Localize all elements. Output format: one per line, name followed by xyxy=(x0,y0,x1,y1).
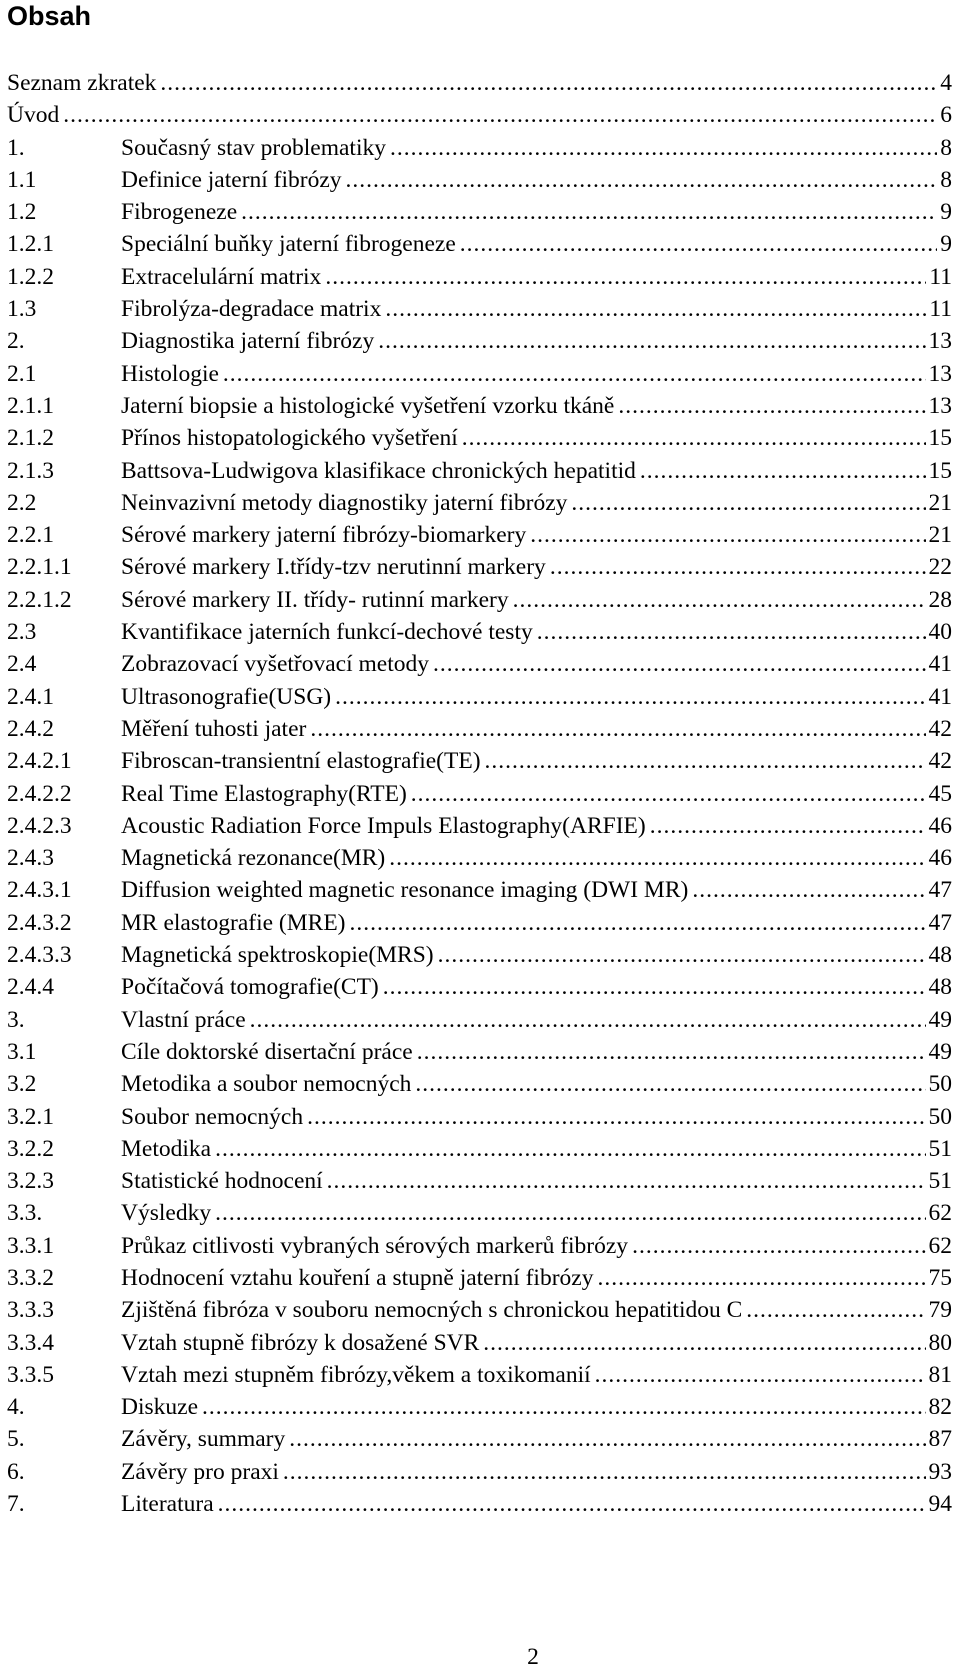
toc-entry-page: 47 xyxy=(928,877,952,904)
dot-leader xyxy=(289,1423,925,1455)
toc-entry-page: 62 xyxy=(928,1200,952,1227)
toc-entry[interactable] xyxy=(7,551,952,583)
toc-entry-page: 41 xyxy=(928,651,952,678)
toc-entry-number: 3.2.3 xyxy=(7,1168,54,1195)
toc-entry-title: Přínos histopatologického vyšetření xyxy=(121,425,458,452)
dot-leader xyxy=(383,971,926,1003)
toc-entry-page: 50 xyxy=(928,1103,952,1130)
toc-entry-title: Literatura xyxy=(121,1491,214,1518)
toc-entry-page: 40 xyxy=(928,619,952,646)
toc-entry-number: 3.1 xyxy=(7,1038,37,1065)
dot-leader xyxy=(218,1488,926,1520)
toc-entry-number: 2.4.2.1 xyxy=(7,748,72,775)
toc-entry-page: 15 xyxy=(928,425,952,452)
dot-leader xyxy=(307,1101,925,1133)
toc-entry-number: 1.2.1 xyxy=(7,231,54,258)
toc-entry-number: 1.1 xyxy=(7,166,37,193)
dot-leader xyxy=(417,1036,926,1068)
dot-leader xyxy=(202,1391,925,1423)
toc-entry[interactable] xyxy=(7,971,952,1003)
toc-entry[interactable] xyxy=(7,1262,952,1294)
toc-entry-number: 2.2.1.2 xyxy=(7,586,72,613)
toc-entry-title: Zjištěná fibróza v souboru nemocných s chronickou hepatitidou C xyxy=(121,1297,743,1324)
toc-entry-page: 51 xyxy=(928,1135,952,1162)
toc-entry[interactable] xyxy=(7,1391,952,1423)
toc-entry-page: 45 xyxy=(928,780,952,807)
toc-entry[interactable] xyxy=(7,1294,952,1326)
toc-entry-title: Metodika a soubor nemocných xyxy=(121,1071,412,1098)
toc-entry-title: Vlastní práce xyxy=(121,1006,246,1033)
toc-entry-number: 2.1.1 xyxy=(7,392,54,419)
toc-entry-page: 80 xyxy=(928,1329,952,1356)
toc-entry-number: 7. xyxy=(7,1491,25,1518)
dot-leader xyxy=(460,228,938,260)
toc-entry[interactable] xyxy=(7,422,952,454)
toc-entry-page: 8 xyxy=(940,134,952,161)
toc-entry-page: 46 xyxy=(928,812,952,839)
dot-leader xyxy=(63,99,937,131)
dot-leader xyxy=(411,778,926,810)
toc-entry-page: 28 xyxy=(928,586,952,613)
toc-entry-number: 2.1.3 xyxy=(7,457,54,484)
dot-leader xyxy=(389,842,925,874)
toc-entry-title: Definice jaterní fibrózy xyxy=(121,166,342,193)
toc-entry-page: 15 xyxy=(928,457,952,484)
dot-leader xyxy=(483,1327,925,1359)
toc-entry[interactable] xyxy=(7,907,952,939)
dot-leader xyxy=(250,1004,926,1036)
dot-leader xyxy=(346,164,938,196)
dot-leader xyxy=(215,1197,925,1229)
dot-leader xyxy=(390,132,937,164)
dot-leader xyxy=(530,519,925,551)
toc-entry-title: Měření tuhosti jater xyxy=(121,715,307,742)
toc-entry-number: 2.4.2 xyxy=(7,715,54,742)
toc-entry-title: Histologie xyxy=(121,360,219,387)
dot-leader xyxy=(327,1165,926,1197)
toc-entry[interactable] xyxy=(7,325,952,357)
toc-entry-title: Battsova-Ludwigova klasifikace chronických hepatitid xyxy=(121,457,636,484)
toc-entry[interactable] xyxy=(7,584,952,616)
toc-entry[interactable] xyxy=(7,261,952,293)
toc-entry-title: Cíle doktorské disertační práce xyxy=(121,1038,413,1065)
toc-entry[interactable] xyxy=(7,519,952,551)
toc-entry-page: 13 xyxy=(928,360,952,387)
dot-leader xyxy=(335,681,925,713)
toc-entry-number: 2.2.1 xyxy=(7,522,54,549)
toc-entry-title: Závěry pro praxi xyxy=(121,1458,279,1485)
toc-entry-number: Seznam zkratek xyxy=(7,70,157,96)
toc-entry-title: Fibroscan-transientní elastografie(TE) xyxy=(121,748,481,775)
dot-leader xyxy=(597,1262,925,1294)
toc-entry[interactable] xyxy=(7,293,952,325)
toc-entry-title: Jaterní biopsie a histologické vyšetření vzorku tkáně xyxy=(121,392,615,419)
dot-leader xyxy=(462,422,926,454)
table-of-contents xyxy=(7,67,952,1520)
toc-entry-page: 49 xyxy=(928,1038,952,1065)
toc-entry-number: 2.4.2.3 xyxy=(7,812,72,839)
toc-entry-number: 2.2.1.1 xyxy=(7,554,72,581)
dot-leader xyxy=(325,261,926,293)
toc-entry[interactable] xyxy=(7,455,952,487)
toc-entry[interactable] xyxy=(7,390,952,422)
toc-entry-number: 2.4.3.3 xyxy=(7,942,72,969)
toc-entry-number: 3.3.1 xyxy=(7,1232,54,1259)
toc-entry-number: Úvod xyxy=(7,102,60,129)
toc-entry-title: Magnetická rezonance(MR) xyxy=(121,845,386,872)
toc-entry-number: 2.4.2.2 xyxy=(7,780,72,807)
toc-entry[interactable] xyxy=(7,1133,952,1165)
toc-entry-title: Průkaz citlivosti vybraných sérových markerů fibrózy xyxy=(121,1232,629,1259)
toc-entry-page: 48 xyxy=(928,974,952,1001)
toc-entry-number: 2. xyxy=(7,328,25,355)
dot-leader xyxy=(385,293,926,325)
toc-entry-number: 2.4.3 xyxy=(7,845,54,872)
toc-entry-page: 9 xyxy=(940,231,952,258)
dot-leader xyxy=(415,1068,925,1100)
toc-entry-page: 21 xyxy=(928,489,952,516)
toc-entry-title: Diagnostika jaterní fibrózy xyxy=(121,328,375,355)
dot-leader xyxy=(215,1133,925,1165)
toc-entry-title: Metodika xyxy=(121,1135,212,1162)
toc-entry-number: 2.4.3.1 xyxy=(7,877,72,904)
dot-leader xyxy=(438,939,926,971)
dot-leader xyxy=(433,648,926,680)
toc-entry-title: MR elastografie (MRE) xyxy=(121,909,346,936)
dot-leader xyxy=(692,874,925,906)
toc-entry[interactable] xyxy=(7,1101,952,1133)
toc-entry-number: 4. xyxy=(7,1394,25,1421)
toc-entry[interactable] xyxy=(7,1036,952,1068)
toc-entry-title: Ultrasonografie(USG) xyxy=(121,683,332,710)
toc-entry[interactable] xyxy=(7,939,952,971)
toc-entry-title: Sérové markery jaterní fibrózy-biomarkery xyxy=(121,522,527,549)
toc-entry[interactable] xyxy=(7,745,952,777)
toc-entry-number: 3.3.3 xyxy=(7,1297,54,1324)
toc-entry-page: 42 xyxy=(928,748,952,775)
toc-entry-title: Statistické hodnocení xyxy=(121,1168,323,1195)
toc-entry-title: Real Time Elastography(RTE) xyxy=(121,780,407,807)
toc-entry-page: 11 xyxy=(929,296,952,323)
dot-leader xyxy=(640,455,926,487)
toc-entry[interactable] xyxy=(7,1327,952,1359)
toc-entry-title: Soubor nemocných xyxy=(121,1103,304,1130)
toc-entry-title: Extracelulární matrix xyxy=(121,263,322,290)
toc-entry-page: 46 xyxy=(928,845,952,872)
dot-leader xyxy=(283,1456,926,1488)
toc-entry[interactable] xyxy=(7,487,952,519)
toc-entry-number: 3.3. xyxy=(7,1200,43,1227)
toc-entry[interactable] xyxy=(7,67,952,99)
toc-entry-title: Acoustic Radiation Force Impuls Elastography(ARFIE) xyxy=(121,812,646,839)
dot-leader xyxy=(160,67,937,99)
toc-entry[interactable] xyxy=(7,616,952,648)
toc-entry-page: 49 xyxy=(928,1006,952,1033)
toc-entry-page: 50 xyxy=(928,1071,952,1098)
toc-entry-number: 2.1 xyxy=(7,360,37,387)
toc-entry-title: Zobrazovací vyšetřovací metody xyxy=(121,651,429,678)
page-number: 2 xyxy=(527,1644,539,1670)
toc-entry-number: 3.3.4 xyxy=(7,1329,54,1356)
toc-entry[interactable] xyxy=(7,1230,952,1262)
toc-entry-number: 1.2.2 xyxy=(7,263,54,290)
toc-entry[interactable] xyxy=(7,713,952,745)
dot-leader xyxy=(632,1230,925,1262)
toc-entry-page: 75 xyxy=(928,1264,952,1291)
dot-leader xyxy=(485,745,926,777)
toc-entry-page: 22 xyxy=(928,554,952,581)
dot-leader xyxy=(350,907,926,939)
toc-entry-number: 2.2 xyxy=(7,489,37,516)
toc-entry-number: 3.3.5 xyxy=(7,1361,54,1388)
toc-entry-title: Počítačová tomografie(CT) xyxy=(121,974,379,1001)
toc-entry-title: Fibrogeneze xyxy=(121,199,238,226)
dot-leader xyxy=(223,358,926,390)
toc-entry-title: Magnetická spektroskopie(MRS) xyxy=(121,942,434,969)
toc-entry[interactable] xyxy=(7,164,952,196)
toc-entry-title: Sérové markery II. třídy- rutinní markery xyxy=(121,586,509,613)
toc-entry-number: 3.2.1 xyxy=(7,1103,54,1130)
dot-leader xyxy=(537,616,926,648)
toc-entry-title: Vztah mezi stupněm fibrózy,věkem a toxikomanií xyxy=(121,1361,591,1388)
dot-leader xyxy=(241,196,937,228)
toc-heading: Obsah xyxy=(7,1,92,31)
toc-entry[interactable] xyxy=(7,1165,952,1197)
toc-entry-title: Speciální buňky jaterní fibrogeneze xyxy=(121,231,456,258)
toc-entry-page: 42 xyxy=(928,715,952,742)
toc-entry[interactable] xyxy=(7,1423,952,1455)
page-number-footer xyxy=(0,1642,960,1672)
toc-entry-title: Vztah stupně fibrózy k dosažené SVR xyxy=(121,1329,480,1356)
toc-entry-number: 1.3 xyxy=(7,296,37,323)
toc-entry-number: 2.3 xyxy=(7,619,37,646)
toc-entry-page: 48 xyxy=(928,942,952,969)
toc-entry-page: 9 xyxy=(940,199,952,226)
toc-entry-number: 3.3.2 xyxy=(7,1264,54,1291)
toc-entry[interactable] xyxy=(7,1488,952,1520)
toc-entry-number: 5. xyxy=(7,1426,25,1453)
toc-entry[interactable] xyxy=(7,1359,952,1391)
toc-entry-title: Neinvazivní metody diagnostiky jaterní fibrózy xyxy=(121,489,568,516)
toc-entry-title: Výsledky xyxy=(121,1200,212,1227)
toc-entry[interactable] xyxy=(7,228,952,260)
toc-entry[interactable] xyxy=(7,1004,952,1036)
dot-leader xyxy=(378,325,925,357)
toc-entry-number: 1.2 xyxy=(7,199,37,226)
dot-leader xyxy=(571,487,925,519)
toc-entry[interactable] xyxy=(7,810,952,842)
toc-entry-title: Současný stav problematiky xyxy=(121,134,386,161)
toc-entry[interactable] xyxy=(7,681,952,713)
toc-entry[interactable] xyxy=(7,648,952,680)
toc-entry-page: 87 xyxy=(928,1426,952,1453)
toc-entry-number: 2.1.2 xyxy=(7,425,54,452)
toc-entry-page: 81 xyxy=(928,1361,952,1388)
dot-leader xyxy=(746,1294,925,1326)
toc-entry-title: Diskuze xyxy=(121,1394,199,1421)
toc-entry-page: 94 xyxy=(928,1491,952,1518)
toc-entry[interactable] xyxy=(7,99,952,131)
dot-leader xyxy=(650,810,926,842)
toc-entry-number: 2.4 xyxy=(7,651,37,678)
dot-leader xyxy=(550,551,926,583)
toc-entry-title: Fibrolýza-degradace matrix xyxy=(121,296,382,323)
toc-entry[interactable] xyxy=(7,1456,952,1488)
toc-entry[interactable] xyxy=(7,358,952,390)
dot-leader xyxy=(618,390,925,422)
toc-entry-page: 4 xyxy=(940,70,952,96)
toc-entry-page: 79 xyxy=(928,1297,952,1324)
toc-entry-number: 3.2.2 xyxy=(7,1135,54,1162)
toc-entry-page: 13 xyxy=(928,328,952,355)
toc-entry-page: 93 xyxy=(928,1458,952,1485)
toc-entry[interactable] xyxy=(7,842,952,874)
dot-leader xyxy=(310,713,925,745)
toc-entry-title: Závěry, summary xyxy=(121,1426,286,1453)
toc-entry-title: Hodnocení vztahu kouření a stupně jaterní fibrózy xyxy=(121,1264,594,1291)
toc-entry-page: 11 xyxy=(929,263,952,290)
toc-entry-title: Sérové markery I.třídy-tzv nerutinní markery xyxy=(121,554,546,581)
toc-entry-number: 6. xyxy=(7,1458,25,1485)
dot-leader xyxy=(595,1359,926,1391)
toc-entry-number: 1. xyxy=(7,134,25,161)
toc-entry-page: 82 xyxy=(928,1394,952,1421)
toc-entry-number: 3. xyxy=(7,1006,25,1033)
toc-entry-page: 41 xyxy=(928,683,952,710)
toc-entry-page: 8 xyxy=(940,166,952,193)
toc-entry-number: 3.2 xyxy=(7,1071,37,1098)
toc-entry-page: 47 xyxy=(928,909,952,936)
toc-entry[interactable] xyxy=(7,1068,952,1100)
toc-entry-page: 21 xyxy=(928,522,952,549)
toc-entry-page: 62 xyxy=(928,1232,952,1259)
toc-entry-page: 51 xyxy=(928,1168,952,1195)
toc-entry-number: 2.4.4 xyxy=(7,974,54,1001)
toc-entry[interactable] xyxy=(7,132,952,164)
toc-entry-page: 13 xyxy=(928,392,952,419)
toc-entry[interactable] xyxy=(7,1197,952,1229)
toc-entry-number: 2.4.3.2 xyxy=(7,909,72,936)
toc-entry[interactable] xyxy=(7,778,952,810)
toc-entry[interactable] xyxy=(7,874,952,906)
toc-entry[interactable] xyxy=(7,196,952,228)
toc-entry-title: Diffusion weighted magnetic resonance imaging (DWI MR) xyxy=(121,877,689,904)
toc-entry-page: 6 xyxy=(940,102,952,129)
toc-entry-title: Kvantifikace jaterních funkcí-dechové testy xyxy=(121,619,533,646)
dot-leader xyxy=(513,584,926,616)
toc-entry-number: 2.4.1 xyxy=(7,683,54,710)
